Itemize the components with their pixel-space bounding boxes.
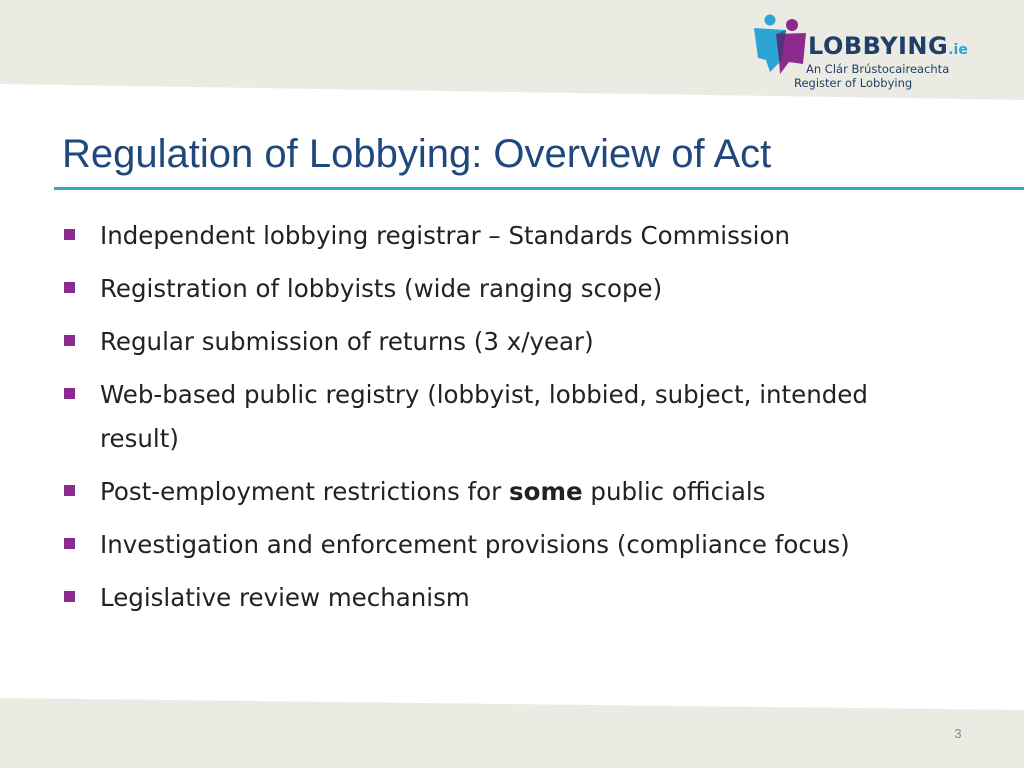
bullet-text-emphasis: some — [509, 477, 583, 506]
bullet-text: Regular submission of returns (3 x/year) — [100, 327, 594, 356]
bullet-item — [62, 470, 1022, 514]
figure-head-blue — [765, 15, 776, 26]
square-bullet-icon — [64, 591, 75, 602]
bullet-text: Legislative review mechanism — [100, 583, 470, 612]
square-bullet-icon — [64, 335, 75, 346]
figure-head-purple — [786, 19, 798, 31]
page-number: 3 — [954, 726, 962, 741]
bullet-item — [62, 320, 1022, 364]
slide-title: Regulation of Lobbying: Overview of Act — [62, 132, 772, 176]
bullet-item — [62, 267, 1022, 311]
bullet-text: Registration of lobbyists (wide ranging scope) — [100, 274, 663, 303]
bullet-item — [62, 576, 1022, 620]
square-bullet-icon — [64, 229, 75, 240]
bottom-band — [0, 698, 1024, 768]
bullet-text-after: public officials — [582, 477, 766, 506]
bullet-text: Investigation and enforcement provisions (compliance focus) — [100, 530, 850, 559]
square-bullet-icon — [64, 538, 75, 549]
logo-wordmark-text: LOBBYING — [808, 32, 949, 60]
square-bullet-icon — [64, 282, 75, 293]
bullet-text: Independent lobbying registrar – Standards Commission — [100, 221, 790, 250]
logo-wordmark — [808, 32, 968, 60]
bullet-item — [62, 214, 1022, 258]
logo-english-name: Register of Lobbying — [794, 76, 913, 90]
bullet-text: Web-based public registry (lobbyist, lobbied, subject, intended result) — [100, 380, 868, 453]
people-icon — [752, 14, 808, 76]
bullet-item — [62, 373, 920, 461]
square-bullet-icon — [64, 388, 75, 399]
logo-tld: .ie — [948, 42, 968, 58]
logo-irish-name: An Clár Brústocaireachta — [806, 62, 950, 76]
bullet-item — [62, 523, 1022, 567]
square-bullet-icon — [64, 485, 75, 496]
lobbying-logo — [752, 14, 992, 94]
bullet-list — [62, 214, 1022, 629]
title-underline — [54, 187, 1024, 190]
bullet-text-before: Post-employment restrictions for — [100, 477, 510, 506]
